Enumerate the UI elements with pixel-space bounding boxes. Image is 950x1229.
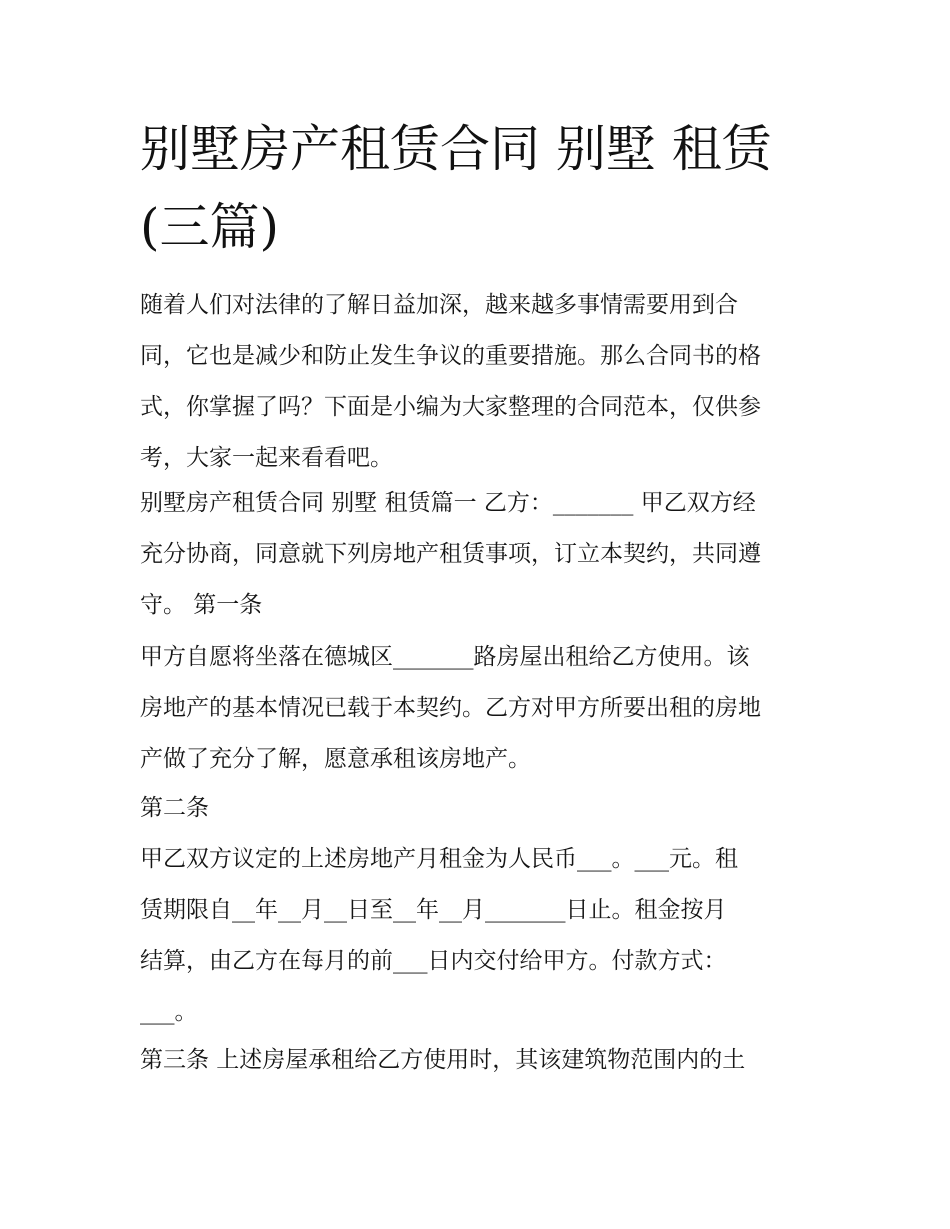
text-line: 充分协商，同意就下列房地产租赁事项，订立本契约，共同遵 [140,541,761,567]
title-line: (三篇) [140,198,280,256]
document-title [140,110,820,266]
article-three-paragraph [140,1035,812,1086]
text-line: 甲乙双方议定的上述房地产月租金为人民币___。___元。租 [140,846,738,872]
intro-paragraph [140,280,812,484]
text-line: 结算，由乙方在每月的前___日内交付给甲方。付款方式： [140,948,727,974]
text-line: 甲方自愿将坐落在德城区_______路房屋出租给乙方使用。该 [140,644,750,670]
article-two-paragraph [140,834,812,1038]
article-one-paragraph [140,632,812,785]
text-line: 赁期限自__年__月__日至__年__月_______日止。租金按月 [140,897,727,923]
text-line: 式，你掌握了吗？下面是小编为大家整理的合同范本，仅供参 [140,394,761,420]
article-two-heading [140,783,812,834]
text-line: 考，大家一起来看看吧。 [140,445,393,471]
text-line: 第三条 上述房屋承租给乙方使用时，其该建筑物范围内的土 [140,1047,746,1073]
text-line: 产做了充分了解，愿意承租该房地产。 [140,746,531,772]
contract-one-opening-paragraph [140,478,812,631]
text-line: 同，它也是减少和防止发生争议的重要措施。那么合同书的格 [140,343,761,369]
text-line: 随着人们对法律的了解日益加深，越来越多事情需要用到合 [140,292,738,318]
text-line: 守。 第一条 [140,592,263,618]
text-line: 别墅房产租赁合同 别墅 租赁篇一 乙方：_______ 甲乙双方经 [140,490,756,516]
title-line: 别墅房产租赁合同 别墅 租赁 [140,120,772,178]
text-line: ___。 [140,999,198,1025]
text-line: 房地产的基本情况已载于本契约。乙方对甲方所要出租的房地 [140,695,761,721]
text-line: 第二条 [140,795,209,821]
